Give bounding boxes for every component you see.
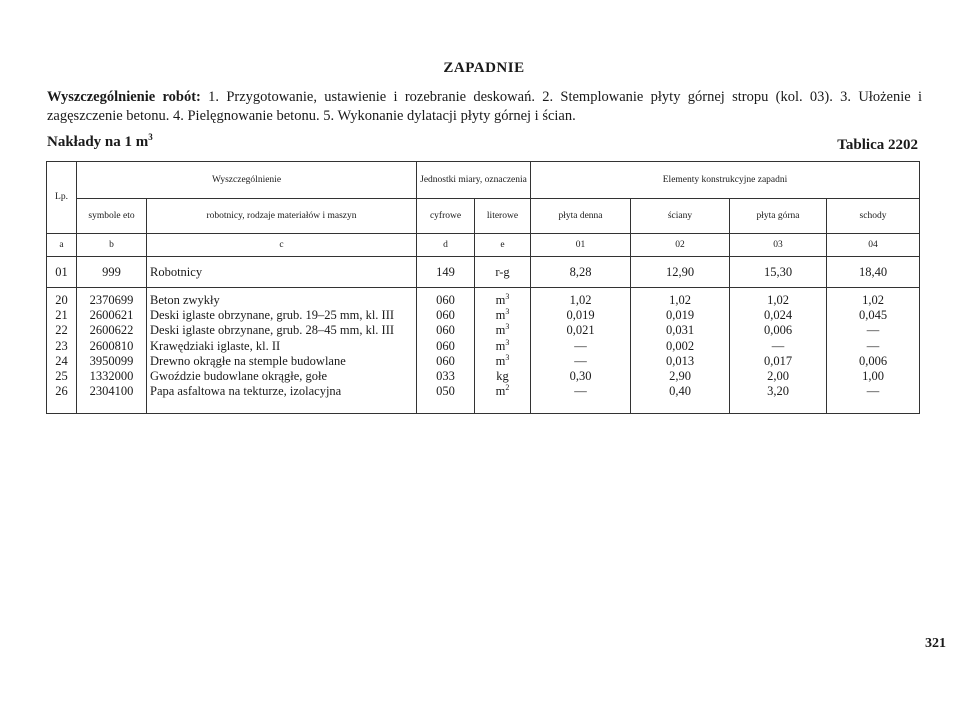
list-item [478,293,527,308]
header-wyszczegolnienie: Wyszczególnienie [77,162,417,199]
list-item: 3,20 [767,384,789,399]
list-item [478,308,527,323]
list-item: 26 [55,384,68,399]
unit-sup: 3 [505,322,510,332]
letter-cell: d [417,234,475,257]
list-item: Deski iglaste obrzynane, grub. 19–25 mm, kl. III [150,308,395,323]
col-plyta-denna [531,288,631,414]
list-item [478,339,527,354]
list-item: 0,024 [763,308,793,323]
row-symbol: 999 [77,257,147,288]
naklady-heading [47,134,153,151]
list-item [478,384,527,399]
list-item: — [866,384,880,399]
unit-text: m [495,293,506,307]
list-item: 0,30 [569,368,592,383]
list-item: 23 [55,338,68,353]
unit-sup: 3 [505,352,510,362]
list-item: 0,045 [858,308,888,323]
table-number: Tablica 2202 [837,137,918,153]
col-cyfrowe [417,288,475,414]
unit-text: m [495,338,506,353]
list-item: — [574,384,587,399]
letter-cell: 02 [631,234,730,257]
description-text: 1. Przygotowanie, ustawienie i rozebranie deskowań. 2. Stemplowanie płyty górnej stropu (kol. 03). 3. Ułożenie i zagęszczenie betonu. 4. Pielęgnowanie betonu. 5. Wykonanie dylatacji płyty górnej i ścian. [47,89,922,124]
list-item: 1,02 [569,293,592,307]
norms-table [46,161,920,414]
list-item: Drewno okrągłe na stemple budowlane [150,353,346,368]
col-sciany [631,288,730,414]
description-label: Wyszczególnienie robót: [47,89,201,105]
unit-text: m [495,384,506,399]
list-item: 2370699 [89,293,134,307]
list-item: 0,031 [665,323,695,338]
letter-cell: 03 [730,234,827,257]
list-item [478,369,527,384]
list-item: 1,00 [862,368,884,383]
list-item: Beton zwykły [150,293,220,307]
list-item: 1332000 [89,368,134,383]
list-item: 0,002 [665,338,695,353]
unit-text: kg [496,368,509,383]
list-item: 0,019 [566,308,595,323]
list-item: Deski iglaste obrzynane, grub. 28–45 mm, kl. III [150,323,395,338]
letter-cell: e [475,234,531,257]
naklady-sup: 3 [148,132,153,142]
list-item: — [866,338,880,353]
header-cyfrowe: cyfrowe [417,199,475,234]
header-robotnicy-rodzaje: robotnicy, rodzaje materiałów i maszyn [147,199,417,234]
list-item: 0,006 [763,323,793,338]
header-row-1 [47,162,920,199]
col-literowe [475,288,531,414]
row-value: 15,30 [730,257,827,288]
unit-sup: 3 [505,291,510,301]
letter-cell: a [47,234,77,257]
row-cyfrowe: 149 [417,257,475,288]
list-item: 1,02 [767,293,789,307]
unit-sup: 3 [505,337,510,347]
header-row-2 [47,199,920,234]
list-item: 1,02 [862,293,884,307]
list-item: — [771,338,785,353]
table-row-robotnicy [47,257,920,288]
header-sciany: ściany [631,199,730,234]
list-item: 2600810 [89,338,134,353]
list-item: 0,013 [665,353,695,368]
list-item: 2600622 [89,323,134,338]
header-jednostki: Jednostki miary, oznaczenia [417,162,531,199]
unit-sup: 3 [505,307,510,317]
row-value: 8,28 [531,257,631,288]
row-value: 18,40 [827,257,920,288]
list-item: 060 [436,308,455,323]
list-item: 0,40 [669,384,691,399]
header-plyta-gorna: płyta górna [730,199,827,234]
col-symbol [77,288,147,414]
list-item: 060 [436,323,455,338]
unit-text: m [495,323,506,338]
list-item: 2,00 [767,368,789,383]
list-item: Krawędziaki iglaste, kl. II [150,338,281,353]
list-item: 2,90 [669,368,691,383]
row-value: 12,90 [631,257,730,288]
list-item: 033 [436,368,455,383]
works-description [47,88,922,126]
list-item [478,323,527,338]
col-schody [827,288,920,414]
list-item: 0,021 [566,323,595,338]
list-item: Gwoździe budowlane okrągłe, gołe [150,368,328,383]
materials-block [47,288,920,414]
row-lp: 01 [47,257,77,288]
list-item: 2304100 [89,384,134,399]
row-literowe: r-g [475,257,531,288]
header-schody: schody [827,199,920,234]
list-item: 24 [55,353,68,368]
letters-row [47,234,920,257]
header-plyta-denna: płyta denna [531,199,631,234]
list-item: 060 [436,338,455,353]
col-plyta-gorna [730,288,827,414]
row-name: Robotnicy [147,257,417,288]
header-symbole: symbole eto [77,199,147,234]
list-item: 1,02 [669,293,691,307]
list-item: 20 [55,293,68,307]
letter-cell: 01 [531,234,631,257]
unit-text: m [495,308,506,323]
unit-sup: 2 [505,382,510,392]
header-elementy: Elementy konstrukcyjne zapadni [531,162,920,199]
header-literowe: literowe [475,199,531,234]
list-item: 0,017 [763,353,793,368]
header-lp: Lp. [47,162,77,234]
letter-cell: c [147,234,417,257]
list-item: — [574,353,587,368]
list-item: 22 [55,323,68,338]
col-name [147,288,417,414]
list-item [478,354,527,369]
list-item: Papa asfaltowa na tekturze, izolacyjna [150,384,342,399]
list-item: 25 [55,368,68,383]
list-item: 21 [55,308,68,323]
list-item: 060 [436,293,455,307]
list-item: 0,019 [665,308,695,323]
list-item: — [866,323,880,338]
list-item: — [574,338,587,353]
naklady-text: Nakłady na 1 m [47,134,149,150]
page-number: 321 [925,636,946,651]
col-lp [47,288,77,414]
letter-cell: 04 [827,234,920,257]
list-item: 2600621 [89,308,134,323]
page-title: ZAPADNIE [443,60,525,76]
list-item: 050 [436,384,455,399]
unit-text: m [495,353,506,368]
list-item: 0,006 [858,353,888,368]
letter-cell: b [77,234,147,257]
list-item: 060 [436,353,455,368]
list-item: 3950099 [89,353,134,368]
